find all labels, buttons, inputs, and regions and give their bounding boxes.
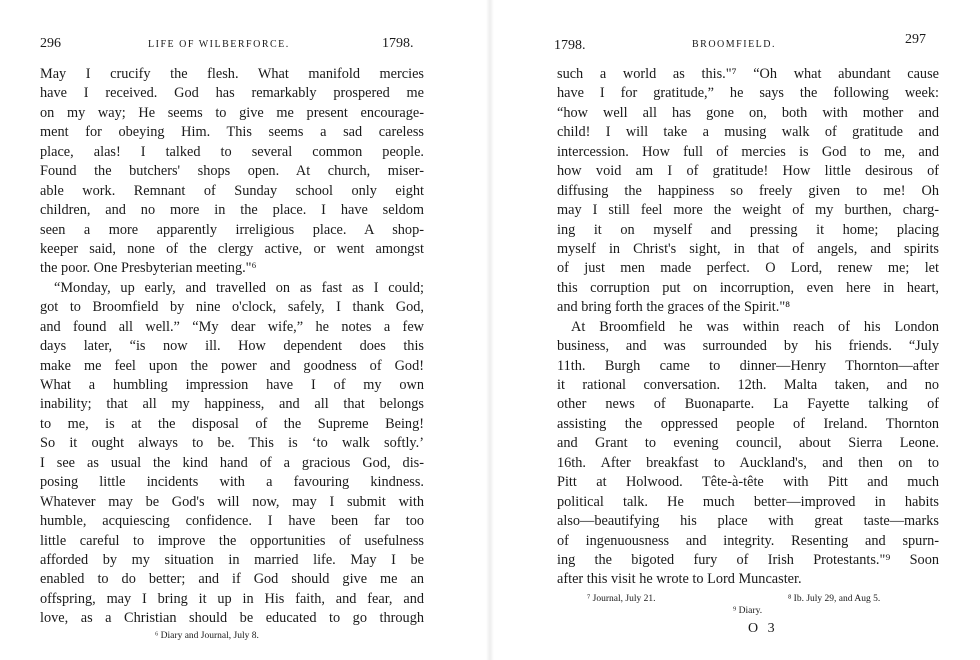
text-line: how void am I of gratitude! How little desirous of	[557, 163, 939, 180]
text-line: also—beautifying his place with great taste—marks	[557, 513, 939, 530]
text-line: May I crucify the flesh. What manifold mercies	[40, 66, 424, 82]
text-line: posing little incidents with a favouring kindness.	[40, 474, 424, 491]
text-line: such a world as this."⁷ “Oh what abundant cause	[557, 66, 939, 82]
text-line: ing the bigoted fury of Irish Protestants."⁹ Soon	[557, 551, 939, 568]
text-line: I see as usual the kind hand of a gracious God, dis-	[40, 454, 424, 471]
text-line: this corruption put on incorruption, even here in heart,	[557, 279, 939, 296]
text-line: child! I will take a musing walk of gratitude and	[557, 124, 939, 141]
text-line: enabled to do better; and if God should give me an	[40, 571, 424, 588]
right-body-text	[557, 65, 939, 590]
text-line: able work. Remnant of Sunday school only eight	[40, 182, 424, 199]
text-line: ing it on myself and pressing it home; placing	[557, 221, 939, 238]
text-line: 16th. After breakfast to Auckland's, and then on to	[557, 454, 939, 471]
text-line: the poor. One Presbyterian meeting."⁶	[40, 260, 257, 277]
text-line: it rational conversation. 12th. Malta taken, and no	[557, 377, 939, 393]
left-footnote: ⁶ Diary and Journal, July 8.	[155, 631, 259, 641]
text-line: myself in Christ's sight, in that of angels, and spirits	[557, 240, 939, 257]
text-line: Found the butchers' shops open. At church, miser-	[40, 163, 424, 180]
text-line: inability; that all my happiness, and all that belongs	[40, 396, 424, 413]
text-line: and Grant to evening council, about Sierra Leone.	[557, 435, 939, 452]
text-line: afforded by my situation in married life. May I be	[40, 551, 424, 568]
left-year: 1798.	[382, 36, 414, 51]
right-running-title: BROOMFIELD.	[692, 39, 777, 50]
text-line: So it ought always to be. This is ‘to walk softly.’	[40, 435, 424, 452]
text-line: children, and no more in the place. I have seldom	[40, 202, 424, 219]
right-page-number: 297	[905, 32, 926, 47]
right-footnote-8: ⁸ Ib. July 29, and Aug 5.	[788, 594, 881, 604]
left-page-header	[0, 36, 490, 56]
text-line: on my way; He seems to give me present encourage-	[40, 104, 424, 121]
text-line: Pitt at Holwood. Tête-à-tête with Pitt and much	[557, 474, 939, 491]
text-line: love, as a Christian should be educated to go through	[40, 610, 424, 627]
text-line: ment for obeying Him. This seems a sad careless	[40, 124, 424, 141]
text-line: offspring, may I bring it up in His faith, and fear, and	[40, 590, 424, 607]
text-line: Whatever may be God's will now, may I submit with	[40, 493, 424, 510]
right-footnote-7: ⁷ Journal, July 21.	[587, 594, 656, 604]
text-line: of ingenuousness and integrity. Resenting and spurn-	[557, 532, 939, 549]
text-line: humble, acquiescing confidence. I have been far too	[40, 513, 424, 530]
text-line: seen a more apparently irreligious place. A shop-	[40, 221, 424, 238]
text-line: intercession. How full of mercies is God to me, and	[557, 143, 939, 160]
left-body-text	[40, 65, 424, 629]
text-line: got to Broomfield by nine o'clock, safely, I thank God,	[40, 299, 424, 316]
right-year: 1798.	[554, 38, 586, 53]
text-line: 11th. Burgh came to dinner—Henry Thornton—after	[557, 357, 939, 374]
text-line: to me, is at the disposal of the Supreme Being!	[40, 415, 424, 432]
text-line: What a humbling impression have I of my own	[40, 377, 424, 393]
text-line: assisting the oppressed people of Ireland. Thornton	[557, 415, 939, 432]
text-line: of just men made perfect. O Lord, renew me; let	[557, 260, 939, 277]
signature-mark: O 3	[748, 621, 778, 636]
text-line: have I for gratitude,” he says the following week:	[557, 85, 939, 102]
text-line: may I still feel more the weight of my burthen, charg-	[557, 202, 939, 219]
right-page	[490, 0, 980, 660]
right-page-header	[490, 32, 980, 56]
text-line: make me feel upon the power and goodness of God!	[40, 357, 424, 374]
text-line: have I received. God has remarkably prospered me	[40, 85, 424, 102]
text-line: place, alas! I talked to several common people.	[40, 143, 424, 160]
text-line: other news of Buonaparte. La Fayette talking of	[557, 396, 939, 413]
text-line: “how well all has gone on, both with mother and	[557, 104, 939, 121]
text-line: little careful to improve the opportunities of usefulness	[40, 532, 424, 549]
text-line: days later, “is now ill. How dependent does this	[40, 338, 424, 355]
text-line: business, and was surrounded by his friends. “July	[557, 338, 939, 355]
left-page-number: 296	[40, 36, 61, 51]
text-line: keeper said, none of the clergy active, or went amongst	[40, 240, 424, 257]
text-line: At Broomfield he was within reach of his London	[571, 318, 939, 335]
text-line: political talk. He much better—improved in habits	[557, 493, 939, 510]
text-line: “Monday, up early, and travelled on as fast as I could;	[54, 279, 424, 296]
text-line: and found all well.” “My dear wife,” he notes a few	[40, 318, 424, 335]
text-line: diffusing the happiness so freely given to me! Oh	[557, 182, 939, 199]
text-line: and bring forth the graces of the Spirit."⁸	[557, 299, 791, 316]
left-running-title: LIFE OF WILBERFORCE.	[148, 39, 290, 50]
right-footnote-9: ⁹ Diary.	[733, 606, 763, 616]
text-line: after this visit he wrote to Lord Muncaster.	[557, 571, 802, 588]
